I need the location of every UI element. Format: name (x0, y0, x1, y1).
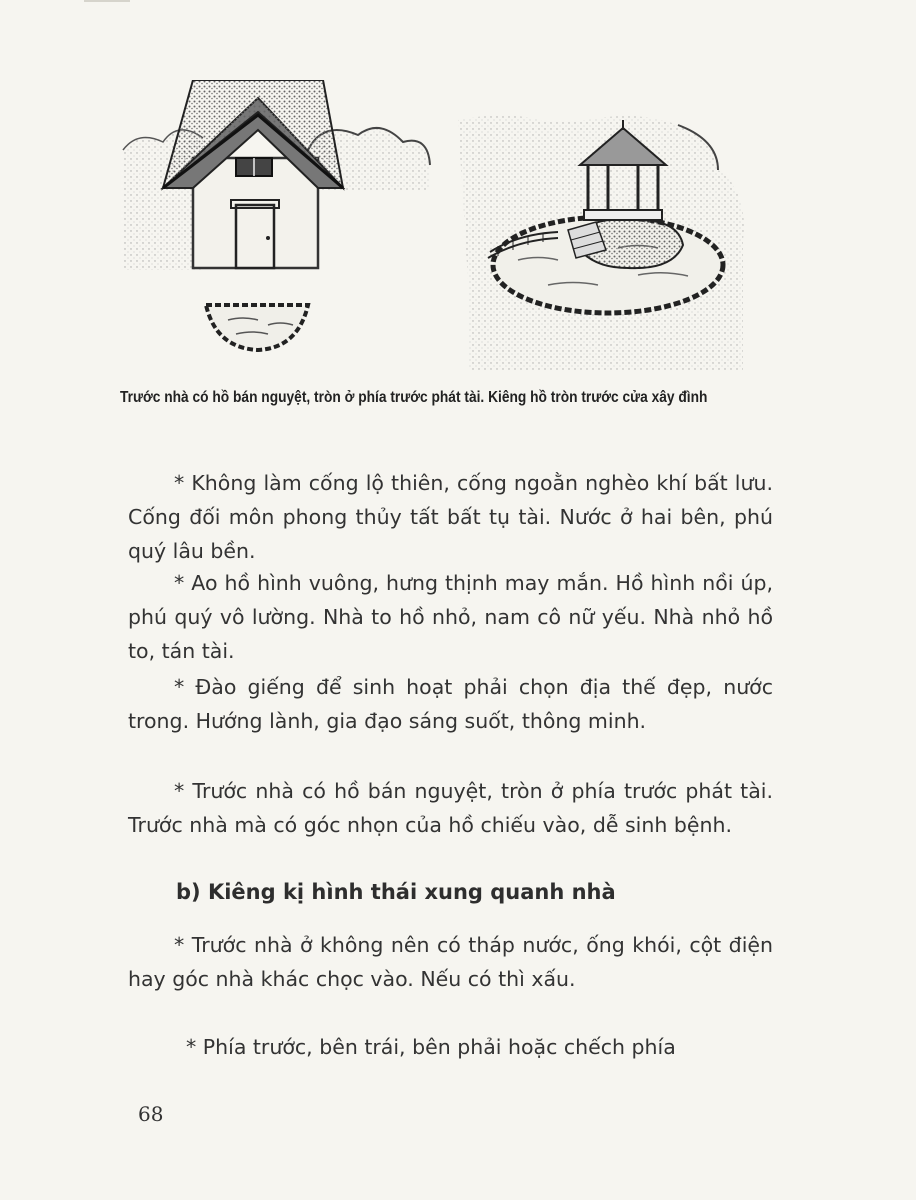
house-drawing (123, 80, 430, 350)
section-heading: b) Kiêng kị hình thái xung quanh nhà (176, 880, 616, 904)
paragraph: * Trước nhà có hồ bán nguyệt, tròn ở phía trước phát tài. Trước nhà mà có góc nhọn của hồ chiếu vào, dễ sinh bệnh. (128, 779, 773, 837)
paragraph: * Không làm cống lộ thiên, cống ngoằn nghèo khí bất lưu. Cống đối môn phong thủy tất bất tụ tài. Nước ở hai bên, phú quý lâu bền. (128, 471, 773, 563)
feng-shui-illustration (118, 80, 768, 380)
paragraph: * Trước nhà ở không nên có tháp nước, ống khói, cột điện hay góc nhà khác chọc vào. Nếu có thì xấu. (128, 933, 773, 991)
figure-caption: Trước nhà có hồ bán nguyệt, tròn ở phía trước phát tài. Kiêng hồ tròn trước cửa xây đình (120, 389, 708, 406)
page-number: 68 (138, 1102, 164, 1126)
scan-mark (84, 0, 130, 2)
paragraph: * Phía trước, bên trái, bên phải hoặc chếch phía (186, 1035, 676, 1059)
paragraph: * Đào giếng để sinh hoạt phải chọn địa thế đẹp, nước trong. Hướng lành, gia đạo sáng suốt, thông minh. (128, 675, 773, 733)
paragraph: * Ao hồ hình vuông, hưng thịnh may mắn. Hồ hình nồi úp, phú quý vô lường. Nhà to hồ nhỏ, nam cô nữ yếu. Nhà nhỏ hồ to, tán tài. (128, 571, 773, 663)
pavilion-drawing (458, 115, 744, 370)
